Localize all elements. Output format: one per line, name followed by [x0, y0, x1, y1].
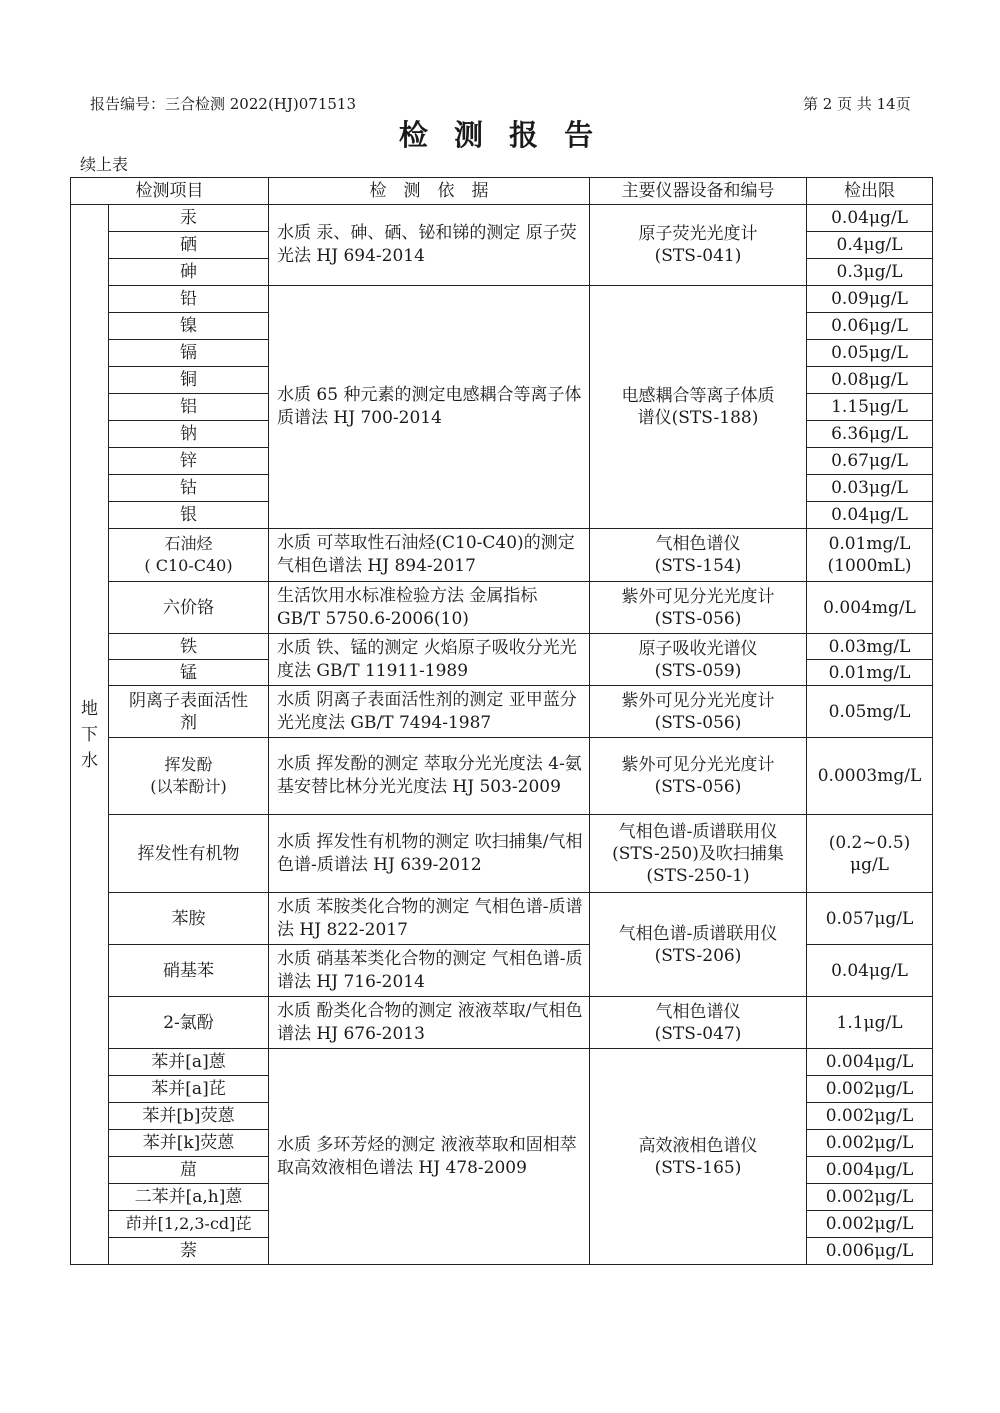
item-name-cell: 苯胺: [109, 893, 269, 945]
item-name-cell: 硝基苯: [109, 945, 269, 997]
table-row: [71, 1049, 933, 1076]
detection-limit-cell: 0.03mg/L: [807, 634, 933, 660]
table-row: [71, 997, 933, 1049]
sample-type-label: 地下水: [81, 698, 98, 771]
instrument-cell: 紫外可见分光光度计 (STS-056): [590, 582, 807, 634]
report-title: 检 测 报 告: [398, 118, 602, 152]
table-row: [71, 634, 933, 660]
table-row: [71, 738, 933, 815]
detection-limit-cell: 0.006μg/L: [807, 1238, 933, 1265]
item-name-cell: 镉: [109, 340, 269, 367]
table-row: [71, 815, 933, 893]
detection-limit-cell: 1.1μg/L: [807, 997, 933, 1049]
item-name-cell: 挥发酚 (以苯酚计): [109, 738, 269, 815]
item-name-cell: 硒: [109, 232, 269, 259]
instrument-cell: 气相色谱仪 (STS-154): [590, 529, 807, 582]
method-cell: 水质 65 种元素的测定电感耦合等离子体质谱法 HJ 700-2014: [269, 286, 590, 529]
method-cell: 水质 酚类化合物的测定 液液萃取/气相色谱法 HJ 676-2013: [269, 997, 590, 1049]
detection-limit-cell: 0.05mg/L: [807, 686, 933, 738]
method-cell: 水质 硝基苯类化合物的测定 气相色谱-质谱法 HJ 716-2014: [269, 945, 590, 997]
detection-limit-cell: 0.04μg/L: [807, 205, 933, 232]
method-cell: 水质 阴离子表面活性剂的测定 亚甲蓝分光光度法 GB/T 7494-1987: [269, 686, 590, 738]
col-header-instrument: 主要仪器设备和编号: [590, 178, 807, 205]
detection-limit-cell: 0.0003mg/L: [807, 738, 933, 815]
instrument-cell: 气相色谱-质谱联用仪 (STS-206): [590, 893, 807, 997]
item-name-cell: 钴: [109, 475, 269, 502]
item-name-cell: 铁: [109, 634, 269, 660]
detection-limit-cell: 0.09μg/L: [807, 286, 933, 313]
method-cell: 水质 汞、砷、硒、铋和锑的测定 原子荧光法 HJ 694-2014: [269, 205, 590, 286]
col-header-basis: 检 测 依 据: [269, 178, 590, 205]
instrument-cell: 原子荧光光度计 (STS-041): [590, 205, 807, 286]
item-name-cell: 苯并[a]芘: [109, 1076, 269, 1103]
table-header-row: [71, 178, 933, 205]
instrument-cell: 紫外可见分光光度计 (STS-056): [590, 686, 807, 738]
table-row: [71, 582, 933, 634]
detection-limit-cell: 0.05μg/L: [807, 340, 933, 367]
detection-table: [70, 177, 933, 1265]
detection-limit-cell: 0.004μg/L: [807, 1049, 933, 1076]
detection-limit-cell: 0.01mg/L: [807, 660, 933, 686]
item-name-cell: 阴离子表面活性 剂: [109, 686, 269, 738]
detection-limit-cell: 0.04μg/L: [807, 502, 933, 529]
detection-limit-cell: 0.002μg/L: [807, 1211, 933, 1238]
sample-type-cell: [71, 205, 109, 1265]
instrument-cell: 电感耦合等离子体质 谱仪(STS-188): [590, 286, 807, 529]
item-name-cell: 镍: [109, 313, 269, 340]
item-name-cell: 砷: [109, 259, 269, 286]
detection-limit-cell: 0.004mg/L: [807, 582, 933, 634]
item-name-cell: 铅: [109, 286, 269, 313]
instrument-cell: 紫外可见分光光度计 (STS-056): [590, 738, 807, 815]
item-name-cell: 锰: [109, 660, 269, 686]
detection-limit-cell: 0.03μg/L: [807, 475, 933, 502]
item-name-cell: 苯并[k]荧蒽: [109, 1130, 269, 1157]
table-row: [71, 529, 933, 582]
detection-limit-cell: 0.002μg/L: [807, 1184, 933, 1211]
method-cell: 水质 挥发酚的测定 萃取分光光度法 4-氨基安替比林分光光度法 HJ 503-2009: [269, 738, 590, 815]
detection-limit-cell: 0.057μg/L: [807, 893, 933, 945]
detection-limit-cell: 0.06μg/L: [807, 313, 933, 340]
detection-limit-cell: 0.3μg/L: [807, 259, 933, 286]
item-name-cell: 铝: [109, 394, 269, 421]
detection-limit-cell: 6.36μg/L: [807, 421, 933, 448]
item-name-cell: 2-氯酚: [109, 997, 269, 1049]
item-name-cell: 二苯并[a,h]蒽: [109, 1184, 269, 1211]
detection-limit-cell: 0.004μg/L: [807, 1157, 933, 1184]
col-header-item: 检测项目: [71, 178, 269, 205]
method-cell: 水质 铁、锰的测定 火焰原子吸收分光光度法 GB/T 11911-1989: [269, 634, 590, 686]
report-number: 报告编号：三合检测 2022(HJ)071513: [90, 95, 357, 113]
item-name-cell: 钠: [109, 421, 269, 448]
detection-limit-cell: 0.002μg/L: [807, 1130, 933, 1157]
instrument-cell: 高效液相色谱仪 (STS-165): [590, 1049, 807, 1265]
detection-limit-cell: 0.01mg/L (1000mL): [807, 529, 933, 582]
item-name-cell: 石油烃 ( C10-C40): [109, 529, 269, 582]
instrument-cell: 气相色谱仪 (STS-047): [590, 997, 807, 1049]
detection-limit-cell: 0.04μg/L: [807, 945, 933, 997]
table-row: [71, 205, 933, 232]
detection-limit-cell: 0.002μg/L: [807, 1103, 933, 1130]
method-cell: 生活饮用水标准检验方法 金属指标 GB/T 5750.6-2006(10): [269, 582, 590, 634]
col-header-limit: 检出限: [807, 178, 933, 205]
detection-limit-cell: 0.67μg/L: [807, 448, 933, 475]
item-name-cell: 铜: [109, 367, 269, 394]
method-cell: 水质 可萃取性石油烃(C10-C40)的测定气相色谱法 HJ 894-2017: [269, 529, 590, 582]
item-name-cell: 苯并[a]蒽: [109, 1049, 269, 1076]
table-row: [71, 686, 933, 738]
item-name-cell: 苯并[b]荧蒽: [109, 1103, 269, 1130]
detection-limit-cell: 0.002μg/L: [807, 1076, 933, 1103]
method-cell: 水质 多环芳烃的测定 液液萃取和固相萃取高效液相色谱法 HJ 478-2009: [269, 1049, 590, 1265]
table-row: [71, 893, 933, 945]
table-row: [71, 286, 933, 313]
method-cell: 水质 挥发性有机物的测定 吹扫捕集/气相色谱-质谱法 HJ 639-2012: [269, 815, 590, 893]
item-name-cell: 六价铬: [109, 582, 269, 634]
continued-label: 续上表: [80, 155, 129, 174]
item-name-cell: 䓛: [109, 1157, 269, 1184]
detection-limit-cell: 1.15μg/L: [807, 394, 933, 421]
detection-limit-cell: (0.2~0.5) μg/L: [807, 815, 933, 893]
detection-limit-cell: 0.08μg/L: [807, 367, 933, 394]
instrument-cell: 原子吸收光谱仪 (STS-059): [590, 634, 807, 686]
item-name-cell: 汞: [109, 205, 269, 232]
item-name-cell: 萘: [109, 1238, 269, 1265]
item-name-cell: 银: [109, 502, 269, 529]
method-cell: 水质 苯胺类化合物的测定 气相色谱-质谱法 HJ 822-2017: [269, 893, 590, 945]
detection-limit-cell: 0.4μg/L: [807, 232, 933, 259]
item-name-cell: 茚并[1,2,3-cd]芘: [109, 1211, 269, 1238]
item-name-cell: 挥发性有机物: [109, 815, 269, 893]
page-number: 第 2 页 共 14页: [803, 95, 911, 113]
instrument-cell: 气相色谱-质谱联用仪 (STS-250)及吹扫捕集 (STS-250-1): [590, 815, 807, 893]
item-name-cell: 锌: [109, 448, 269, 475]
